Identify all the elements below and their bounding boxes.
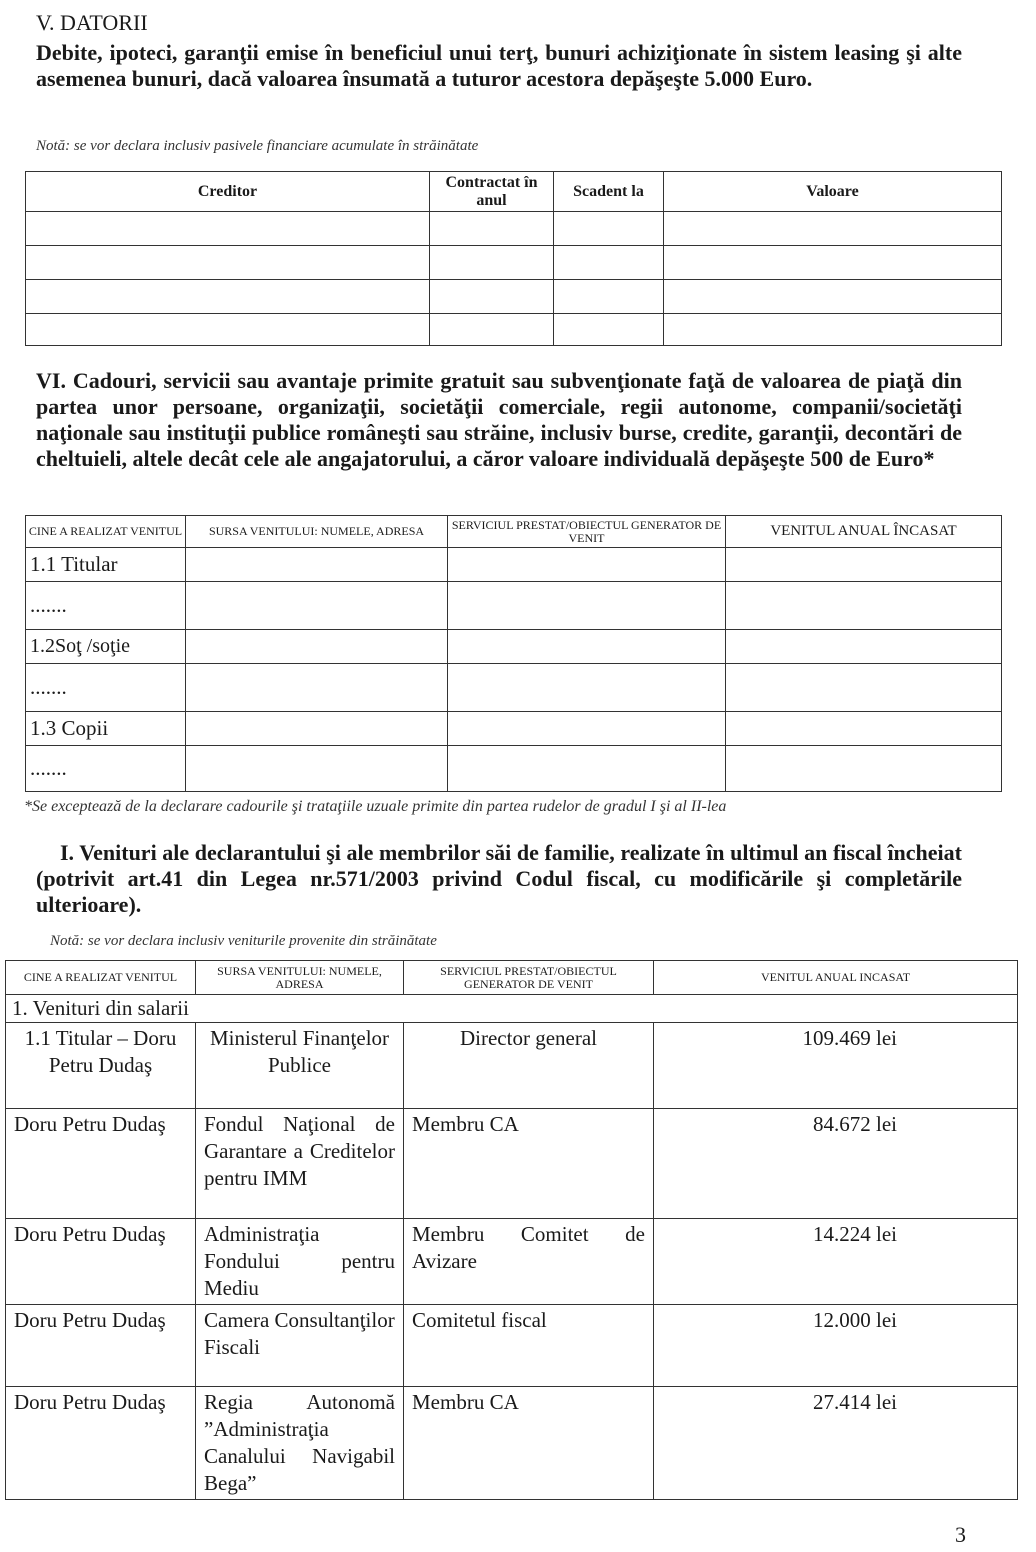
gifts-table — [25, 515, 1002, 792]
header-income: VENITUL ANUAL ÎNCASAT — [726, 516, 1002, 548]
debts-table-header — [26, 172, 1002, 212]
header-contracted-year: Contractat în anul — [430, 172, 554, 212]
who-cell: Doru Petru Dudaş — [6, 1305, 196, 1387]
row-label: ....... — [26, 664, 186, 712]
gifts-table-header — [26, 516, 1002, 548]
table-row — [6, 1387, 1018, 1500]
who-cell: Doru Petru Dudaş — [6, 1387, 196, 1500]
table-row — [26, 630, 1002, 664]
table-row — [26, 548, 1002, 582]
header-value: Valoare — [664, 172, 1002, 212]
service-cell: Comitetul fiscal — [404, 1305, 654, 1387]
income-cell: 27.414 lei — [654, 1387, 1018, 1500]
table-row — [26, 746, 1002, 792]
row-label: 1.1 Titular — [26, 548, 186, 582]
source-cell: Ministerul Finanţelor Publice — [196, 1023, 404, 1109]
income-table-header — [6, 961, 1018, 995]
salary-section-row — [6, 995, 1018, 1023]
header-service: SERVICIUL PRESTAT/OBIECTUL GENERATOR DE VENIT — [448, 516, 726, 548]
header-service: SERVICIUL PRESTAT/OBIECTUL GENERATOR DE VENIT — [404, 961, 654, 995]
table-row — [26, 664, 1002, 712]
table-row — [26, 212, 1002, 246]
debts-table — [25, 171, 1002, 346]
service-cell: Membru CA — [404, 1387, 654, 1500]
source-cell: Camera Consultanţilor Fiscali — [196, 1305, 404, 1387]
header-source: SURSA VENITULUI: NUMELE, ADRESA — [186, 516, 448, 548]
who-cell: 1.1 Titular – Doru Petru Dudaş — [6, 1023, 196, 1109]
income-table — [5, 960, 1018, 1500]
section-vi-footnote: *Se exceptează de la declarare cadourile şi trataţiile uzuale primite din partea rudelor de gradul I şi al II-lea — [24, 798, 727, 815]
who-cell: Doru Petru Dudaş — [6, 1219, 196, 1305]
header-who: CINE A REALIZAT VENITUL — [26, 516, 186, 548]
page-number: 3 — [955, 1522, 966, 1547]
income-cell: 109.469 lei — [654, 1023, 1018, 1109]
section-vi-text: VI. Cadouri, servicii sau avantaje primite gratuit sau subvenţionate faţă de valoarea de piaţă din partea unor persoane, organizaţii, societăţii comerciale, regii autonome, companii/societăţi naţionale sau instituţii publice româneşti sau străine, inclusiv burse, credite, garanţii, decontări de cheltuieli, altele decât cele ale angajatorului, a căror valoare individuală depăşeşte 500 de Euro* — [36, 368, 962, 471]
section-v-note: Notă: se vor declara inclusiv pasivele financiare acumulate în străinătate — [36, 138, 479, 154]
income-cell: 84.672 lei — [654, 1109, 1018, 1219]
service-cell: Membru Comitet de Avizare — [404, 1219, 654, 1305]
header-who: CINE A REALIZAT VENITUL — [6, 961, 196, 995]
source-cell: Regia Autonomă ”Administraţia Canalului Navigabil Bega” — [196, 1387, 404, 1500]
service-cell: Director general — [404, 1023, 654, 1109]
section-i-text: I. Venituri ale declarantului şi ale membrilor săi de familie, realizate în ultimul an fiscal încheiat (potrivit art.41 din Legea nr.571/2003 privind Codul fiscal, cu modificările şi completările ulterioare). — [36, 840, 962, 917]
table-row — [6, 1219, 1018, 1305]
service-cell: Membru CA — [404, 1109, 654, 1219]
table-row — [26, 582, 1002, 630]
income-cell: 12.000 lei — [654, 1305, 1018, 1387]
row-label: ....... — [26, 746, 186, 792]
section-v-text: Debite, ipoteci, garanţii emise în beneficiul unui terţ, bunuri achiziţionate în sistem leasing şi alte asemenea bunuri, dacă valoarea însumată a tuturor acestora depăşeşte 5.000 Euro. — [36, 40, 962, 91]
header-source: SURSA VENITULUI: NUMELE, ADRESA — [196, 961, 404, 995]
source-cell: Fondul Naţional de Garantare a Creditelor pentru IMM — [196, 1109, 404, 1219]
row-label: ....... — [26, 582, 186, 630]
table-row — [6, 1305, 1018, 1387]
table-row — [26, 712, 1002, 746]
header-creditor: Creditor — [26, 172, 430, 212]
source-cell: Administraţia Fondului pentru Mediu — [196, 1219, 404, 1305]
header-due-date: Scadent la — [554, 172, 664, 212]
table-row — [26, 314, 1002, 346]
section-i-note: Notă: se vor declara inclusiv veniturile provenite din străinătate — [50, 933, 437, 949]
table-row — [6, 1023, 1018, 1109]
table-row — [6, 1109, 1018, 1219]
income-cell: 14.224 lei — [654, 1219, 1018, 1305]
header-income: VENITUL ANUAL INCASAT — [654, 961, 1018, 995]
section-v-title: V. DATORII — [36, 10, 148, 35]
row-label: 1.2Soţ /soţie — [26, 630, 186, 664]
row-label: 1.3 Copii — [26, 712, 186, 746]
table-row — [26, 280, 1002, 314]
table-row — [26, 246, 1002, 280]
salary-section-label: 1. Venituri din salarii — [6, 995, 1018, 1023]
who-cell: Doru Petru Dudaş — [6, 1109, 196, 1219]
